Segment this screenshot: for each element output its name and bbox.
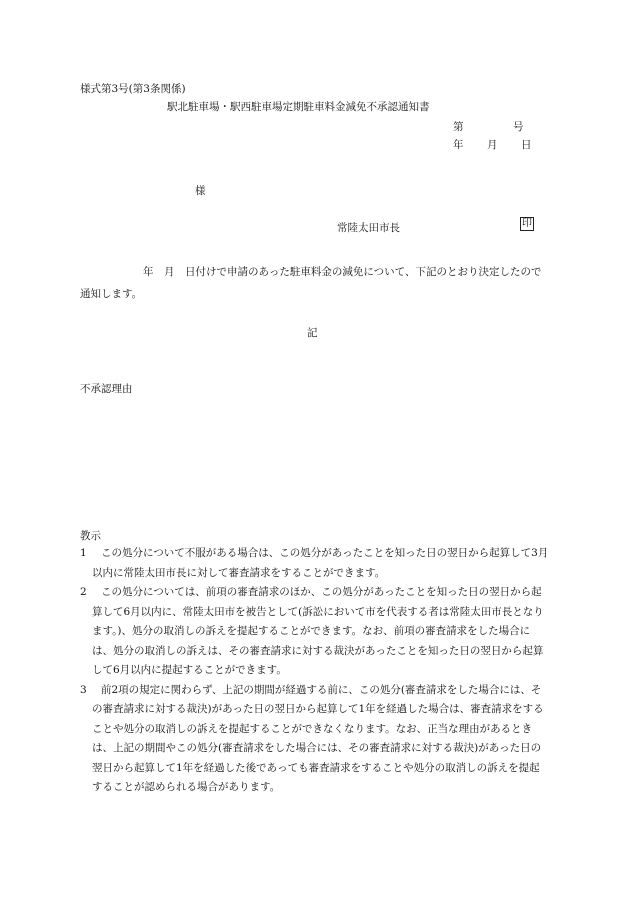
instruction-number: 2 xyxy=(80,586,87,598)
instruction-item xyxy=(80,681,550,798)
seal-stamp: 印 xyxy=(522,218,532,229)
document-date-line xyxy=(453,137,532,152)
instruction-label: 教示 xyxy=(80,530,101,542)
instruction-list xyxy=(80,544,550,798)
date-month: 月 xyxy=(487,139,498,151)
issuer-name: 常陸太田市長 xyxy=(337,222,400,234)
instruction-item xyxy=(80,544,550,583)
number-prefix: 第 xyxy=(453,121,464,133)
rejection-reason-label: 不承認理由 xyxy=(80,383,133,395)
instruction-text: この処分については、前項の審査請求のほか、この処分があったことを知った日の翌日から起算して6月以内に、常陸太田市を被告として(訴訟において市を代表する者は常陸太田市長となります。)、処分の取消しの訴えを提起することができます。なお、前項の審査請求をした場合には、処分の取消しの訴えは、その審査請求に対する裁決があったことを知った日の翌日から起算して6月以内に提起することができます。 xyxy=(92,586,544,676)
document-number-line xyxy=(453,119,524,134)
instruction-number: 1 xyxy=(80,547,87,559)
number-suffix: 号 xyxy=(513,121,524,133)
instruction-text: この処分について不服がある場合は、この処分があったことを知った日の翌日から起算して3月以内に常陸太田市長に対して審査請求をすることができます。 xyxy=(92,547,549,579)
instruction-text: 前2項の規定に関わらず、上記の期間が経過する前に、この処分(審査請求をした場合には、その審査請求に対する裁決)があった日の翌日から起算して1年を経過した場合は、審査請求をすることや処分の取消しの訴えを提起することができなくなります。なお、正当な理由があるときは、上記の期間やこの処分(審査請求をした場合には、その審査請求に対する裁決)があった日の翌日から起算して1年を経過した後であっても審査請求をすることや処分の取消しの訴えを提起することが認められる場合があります。 xyxy=(92,683,544,793)
date-year: 年 xyxy=(453,139,464,151)
ki-heading: 記 xyxy=(307,327,318,339)
form-number: 様式第3号(第3条関係) xyxy=(80,83,186,95)
instruction-item xyxy=(80,583,550,681)
date-day: 日 xyxy=(521,139,532,151)
instruction-number: 3 xyxy=(80,683,87,696)
document-title: 駅北駐車場・駅西駐車場定期駐車料金減免不承認通知書 xyxy=(167,101,430,113)
addressee-suffix: 様 xyxy=(195,185,206,197)
notice-body: 年 月 日付けで申請のあった駐車料金の減免について、下記のとおり決定したので通知します。 xyxy=(80,266,542,300)
